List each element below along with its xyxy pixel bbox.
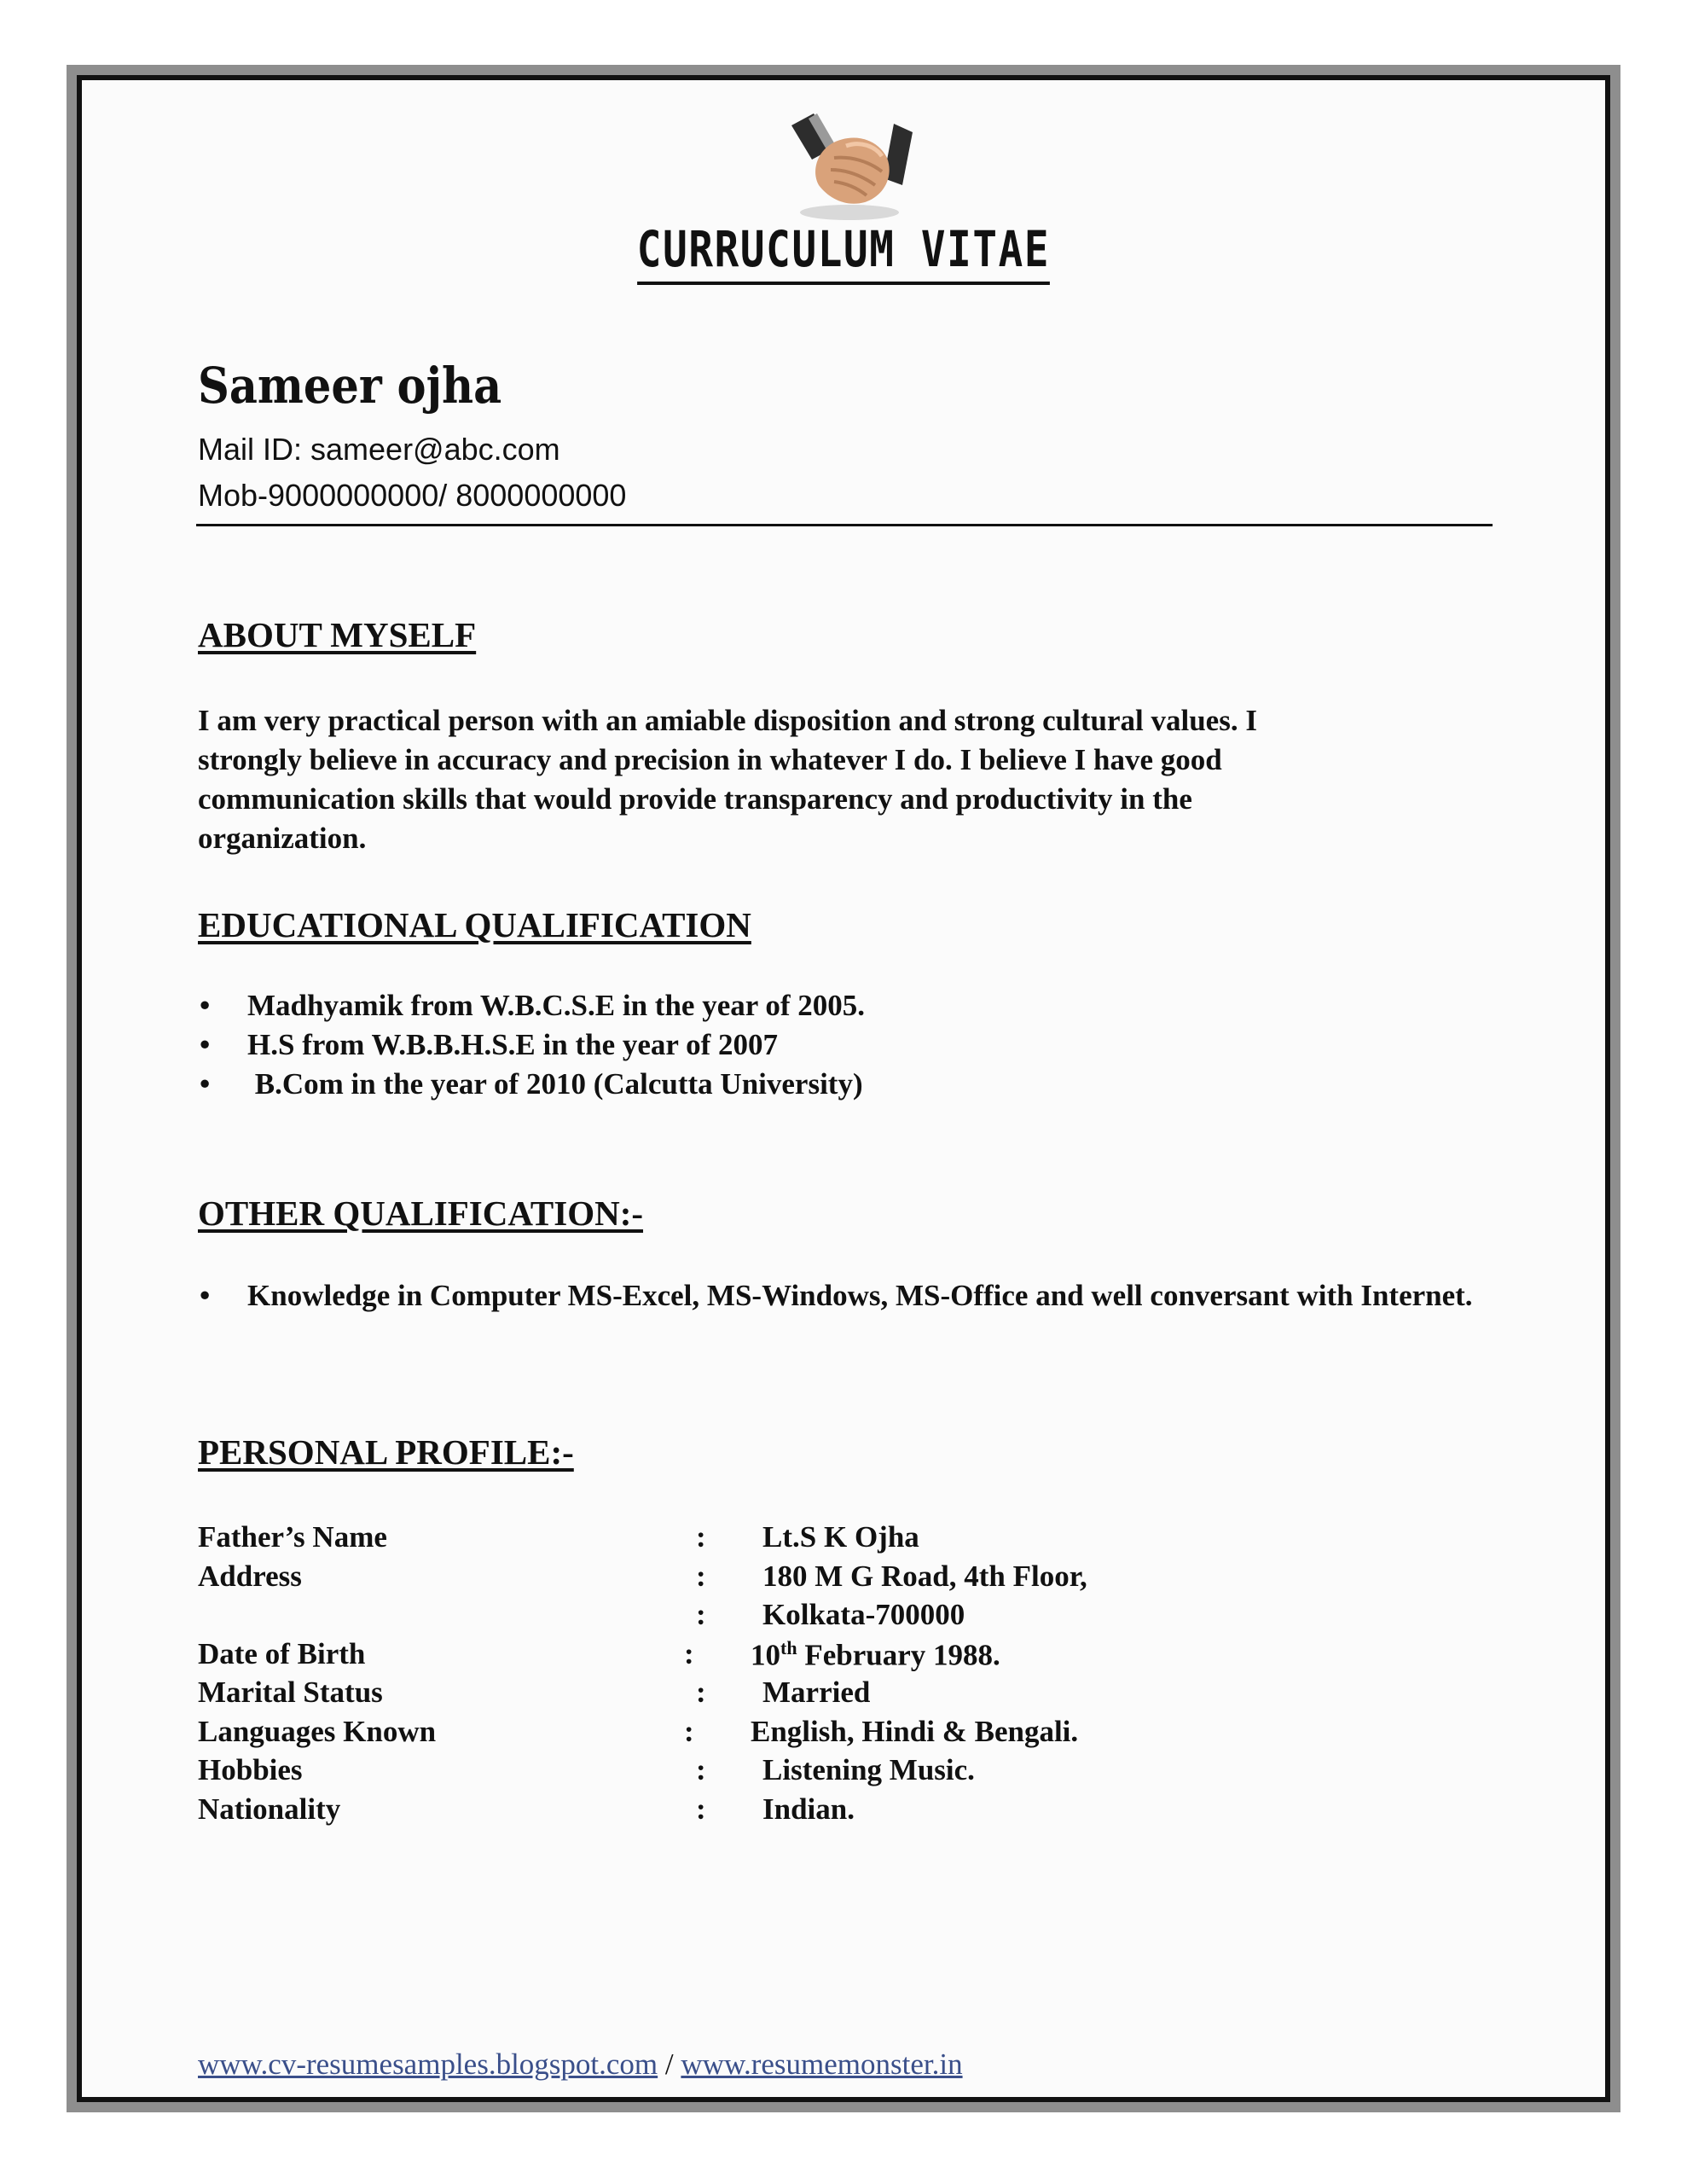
profile-value: Married: [762, 1676, 871, 1709]
profile-colon: :: [696, 1598, 706, 1631]
profile-label: Marital Status: [198, 1676, 383, 1709]
about-text: I am very practical person with an amiable disposition and strong cultural values. I strongly believe in accuracy and precision in whatever I do. I believe I have good communication skills that would provide transparency and productivity in the organization.: [198, 704, 1257, 855]
header-divider: [196, 524, 1493, 526]
footer-separator: /: [658, 2048, 681, 2081]
profile-colon: :: [696, 1559, 706, 1593]
profile-value: 180 M G Road, 4th Floor,: [762, 1559, 1087, 1593]
about-heading: ABOUT MYSELF: [198, 615, 477, 654]
profile-value: Indian.: [762, 1792, 855, 1826]
profile-value: Kolkata-700000: [762, 1598, 965, 1631]
profile-value: 10th February 1988.: [751, 1636, 1000, 1672]
profile-row-address: [198, 1560, 1307, 1599]
profile-colon: :: [696, 1792, 706, 1826]
handshake-icon: [774, 107, 919, 226]
profile-row-dob: [198, 1637, 1307, 1676]
profile-colon: :: [684, 1636, 694, 1670]
profile-label: Address: [198, 1559, 302, 1593]
profile-row-marital: [198, 1676, 1307, 1715]
footer-link-resumemonster[interactable]: www.resumemonster.in: [681, 2048, 963, 2081]
list-item: • H.S from W.B.B.H.S.E in the year of 2007: [198, 1025, 865, 1065]
profile-value: Lt.S K Ojha: [762, 1520, 919, 1554]
personal-profile-heading: PERSONAL PROFILE:-: [198, 1432, 574, 1472]
profile-colon: :: [696, 1676, 706, 1709]
profile-colon: :: [696, 1753, 706, 1786]
profile-row-address-cont: [198, 1598, 1307, 1637]
mobile-number: Mob-9000000000/ 8000000000: [198, 478, 627, 513]
bullet-icon: •: [200, 1279, 211, 1312]
mail-id: Mail ID: sameer@abc.com: [198, 432, 560, 467]
other-qualification-list: [198, 1276, 1494, 1316]
bullet-icon: •: [200, 1067, 211, 1101]
profile-label: Nationality: [198, 1792, 341, 1826]
education-list: [198, 986, 865, 1104]
profile-colon: :: [696, 1520, 706, 1554]
profile-row-hobbies: [198, 1753, 1307, 1792]
profile-row-languages: [198, 1715, 1307, 1754]
profile-label: Father’s Name: [198, 1520, 387, 1554]
footer-link-cv-resumesamples[interactable]: www.cv-resumesamples.blogspot.com: [198, 2048, 658, 2081]
list-item: • B.Com in the year of 2010 (Calcutta University): [198, 1065, 865, 1104]
profile-value: English, Hindi & Bengali.: [751, 1714, 1079, 1748]
profile-label: Languages Known: [198, 1714, 437, 1748]
profile-colon: :: [684, 1714, 694, 1748]
other-qualification-heading: OTHER QUALIFICATION:-: [198, 1194, 644, 1233]
profile-row-father: [198, 1520, 1307, 1560]
profile-row-nationality: [198, 1792, 1307, 1832]
bullet-icon: •: [200, 989, 211, 1022]
candidate-name: Sameer ojha: [198, 357, 502, 415]
education-heading: EDUCATIONAL QUALIFICATION: [198, 905, 751, 944]
profile-label: Hobbies: [198, 1753, 303, 1786]
footer-links: [198, 2048, 963, 2082]
document-title: CURRUCULUM VITAE: [152, 220, 1535, 278]
profile-value: Listening Music.: [762, 1753, 975, 1786]
personal-profile-table: [198, 1520, 1307, 1831]
bullet-icon: •: [200, 1028, 211, 1061]
list-item: • Madhyamik from W.B.C.S.E in the year of 2005.: [198, 986, 865, 1025]
profile-label: Date of Birth: [198, 1636, 366, 1670]
list-item: • Knowledge in Computer MS-Excel, MS-Windows, MS-Office and well conversant with Internet.: [198, 1276, 1494, 1316]
